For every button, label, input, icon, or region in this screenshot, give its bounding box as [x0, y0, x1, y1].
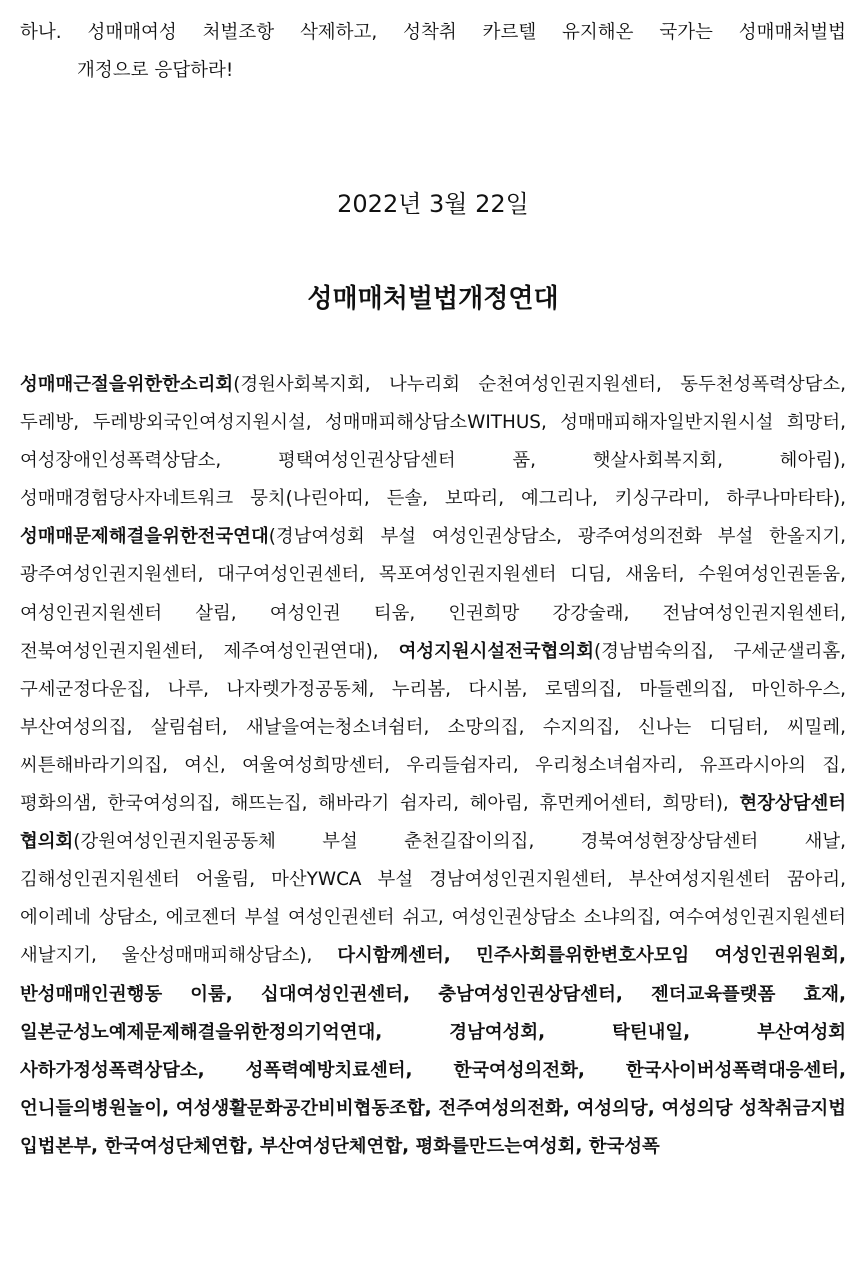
intro-line-2: 개정으로 응답하라! [77, 60, 234, 81]
other-member-organizations: 다시함께센터, 민주사회를위한변호사모임 여성인권위원회, 반성매매인권행동 이룸, 십대여성인권센터, 충남여성인권상담센터, 젠더교육플랫폼 효재, 일본군성노예제문제해결을위한정의기억연대, 경남여성회, 탁틴내일, 부산여성회 사하가정성폭력상담소, 성폭력예방치료센터, 한국여성의전화, 한국사이버성폭력대응센터, 언니들의병원놀이, 여성생활문화공간비비협동조합, 전주여성의전화, 여성의당, 여성의당 성착취금지법 입법본부, 한국여성단체연합, 부산여성단체연합, 평화를만드는여성회, 한국성폭 [20, 945, 846, 1157]
group-name-sori: 성매매근절을위한한소리회 [20, 374, 234, 395]
group-members-sori: (경원사회복지회, 나누리회 순천여성인권지원센터, 동두천성폭력상담소, 두레방, 두레방외국인여성지원시설, 성매매피해상담소WITHUS, 성매매피해자일반지원시설 희망터, 여성장애인성폭력상담소, 평택여성인권상담센터 품, 햇살사회복지회, 헤아림), 성매매경험당사자네트워크 뭉치(나린아띠, 든솔, 보따리, 예그리나, 키싱구라미, 하쿠나마타타), [20, 374, 846, 510]
statement-date: 2022년 3월 22일 [337, 190, 529, 218]
group-name-shelter-council: 여성지원시설전국협의회 [398, 640, 594, 662]
group-members-shelter-council: (경남범숙의집, 구세군샐리홈, 구세군정다운집, 나루, 나자렛가정공동체, 누리봄, 다시봄, 로뎀의집, 마들렌의집, 마인하우스, 부산여성의집, 살림쉼터, 새날을여는청소녀쉼터, 소망의집, 수지의집, 신나는 디딤터, 씨밀레, 씨튼해바라기의집, 여신, 여울여성희망센터, 우리들쉼자리, 우리청소녀쉼자리, 유프라시아의 집, 평화의샘, 한국여성의집, 해뜨는집, 해바라기 쉼자리, 헤아림, 휴먼케어센터, 희망터), [20, 640, 846, 815]
group-name-national-solidarity: 성매매문제해결을위한전국연대 [20, 526, 269, 548]
coalition-title: 성매매처벌법개정연대 [307, 284, 559, 314]
intro-line-1: 하나. 성매매여성 처벌조항 삭제하고, 성착취 카르텔 유지해온 국가는 성매매처벌법 [20, 22, 846, 43]
group-members-field-counseling-council: (강원여성인권지원공동체 부설 춘천길잡이의집, 경북여성현장상담센터 새날, 김해성인권지원센터 어울림, 마산YWCA 부설 경남여성인권지원센터, 부산여성지원센터 꿈아리, 에이레네 상담소, 에코젠더 부설 여성인권센터 쉬고, 여성인권상담소 소냐의집, 여수여성인권지원센터 새날지기, 울산성매매피해상담소), [20, 831, 846, 967]
member-organizations-paragraph [20, 366, 846, 1166]
group-members-national-solidarity: (경남여성회 부설 여성인권상담소, 광주여성의전화 부설 한올지기, 광주여성인권지원센터, 대구여성인권센터, 목포여성인권지원센터 디딤, 새움터, 수원여성인권돋움, 여성인권지원센터 살림, 여성인권 티움, 인권희망 강강술래, 전남여성인권지원센터, 전북여성인권지원센터, 제주여성인권연대), [20, 526, 846, 662]
group-name-field-counseling-council: 현장상담센터 협의회 [20, 793, 846, 853]
